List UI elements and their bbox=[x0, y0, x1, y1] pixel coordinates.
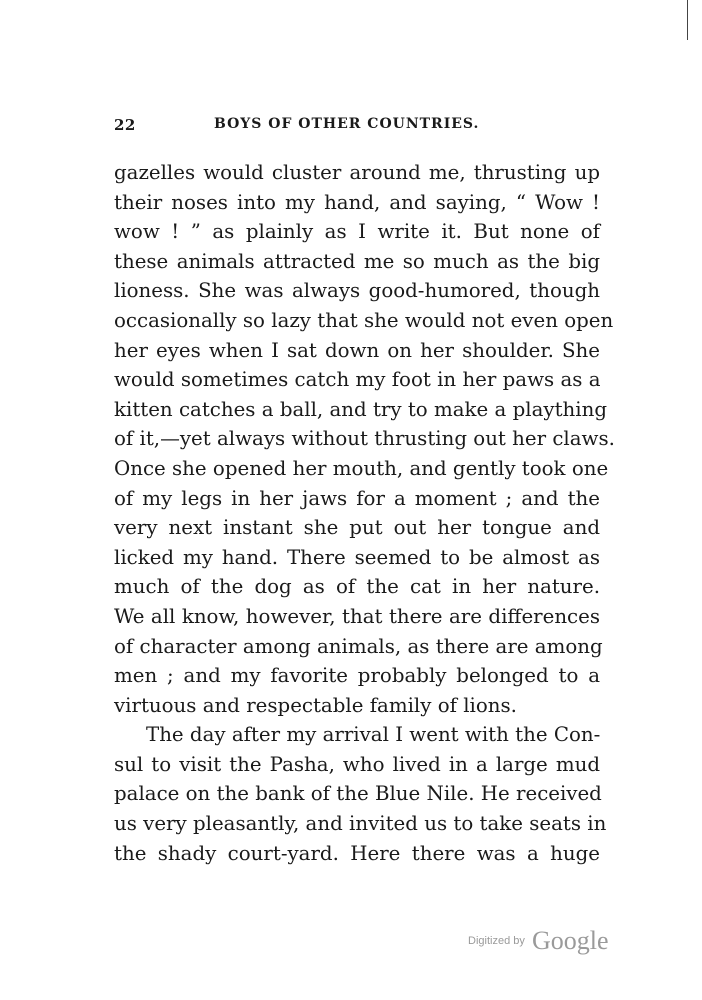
google-logo: Google bbox=[531, 926, 609, 955]
text-line: their noses into my hand, and saying, “ Wow ! bbox=[114, 190, 600, 214]
text-line: of it,—yet always without thrusting out her claws. bbox=[114, 427, 615, 451]
text-line: sul to visit the Pasha, who lived in a large mud bbox=[114, 752, 600, 776]
running-title: BOYS OF OTHER COUNTRIES. bbox=[214, 116, 480, 132]
text-line: We all know, however, that there are differences bbox=[114, 604, 600, 628]
text-line: her eyes when I sat down on her shoulder. She bbox=[114, 338, 600, 362]
text-line: of character among animals, as there are among bbox=[114, 634, 603, 658]
text-line: licked my hand. There seemed to be almost as bbox=[114, 545, 600, 569]
page-number: 22 bbox=[114, 116, 136, 134]
text-line: virtuous and respectable family of lions. bbox=[114, 693, 517, 717]
text-line: men ; and my favorite probably belonged to a bbox=[114, 664, 600, 688]
watermark-prefix: Digitized by bbox=[468, 935, 525, 947]
text-line: these animals attracted me so much as the big bbox=[114, 249, 600, 273]
running-head bbox=[114, 116, 600, 138]
text-line: The day after my arrival I went with the Con- bbox=[146, 723, 601, 747]
text-line: gazelles would cluster around me, thrusting up bbox=[114, 161, 600, 184]
text-line: Once she opened her mouth, and gently took one bbox=[114, 456, 609, 480]
text-line: us very pleasantly, and invited us to take seats in bbox=[114, 812, 607, 836]
text-line: lioness. She was always good-humored, though bbox=[114, 279, 600, 303]
text-line: very next instant she put out her tongue and bbox=[114, 516, 600, 540]
text-line: much of the dog as of the cat in her nature. bbox=[114, 575, 600, 599]
text-line: would sometimes catch my foot in her paws as a bbox=[114, 368, 601, 392]
scan-edge-line bbox=[687, 0, 688, 40]
body-text bbox=[114, 158, 615, 868]
text-line: the shady court-yard. Here there was a huge bbox=[114, 841, 600, 865]
text-line: wow ! ” as plainly as I write it. But none of bbox=[114, 220, 600, 244]
text-line: palace on the bank of the Blue Nile. He received bbox=[114, 782, 602, 806]
text-line: of my legs in her jaws for a moment ; and the bbox=[114, 486, 600, 510]
text-line: kitten catches a ball, and try to make a plaything bbox=[114, 397, 607, 421]
digitized-watermark bbox=[468, 926, 609, 956]
text-line: occasionally so lazy that she would not even open bbox=[114, 308, 614, 332]
